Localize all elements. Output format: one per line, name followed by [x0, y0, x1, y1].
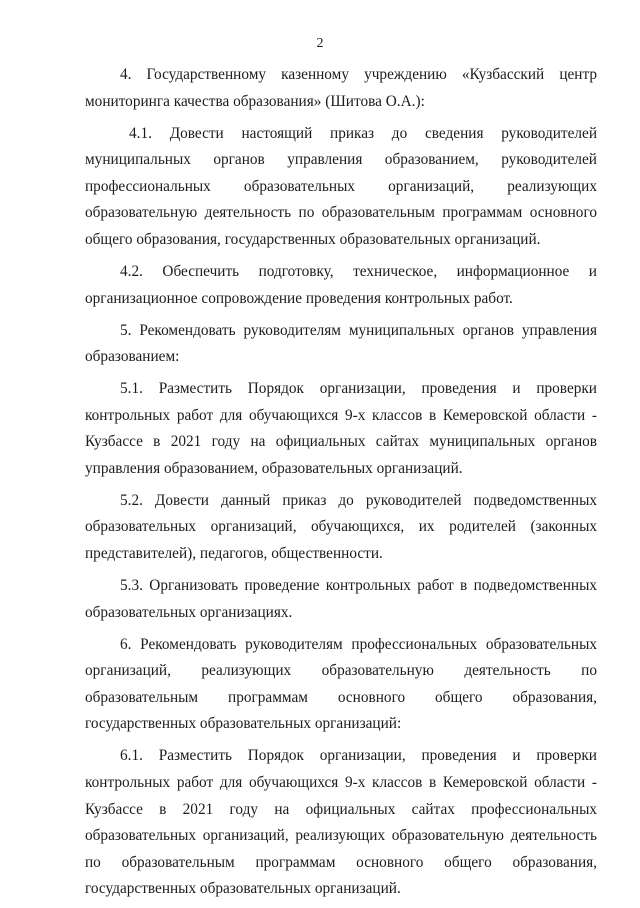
paragraph-item-5-2: 5.2. Довести данный приказ до руководителей подведомственных образовательных организаций, обучающихся, их родителей (законных представителей), педагогов, общественности. [85, 491, 597, 563]
paragraph-item-4-1: 4.1. Довести настоящий приказ до сведения руководителей муниципальных органов управления образованием, руководителей профессиональных образовательных организаций, реализующих образовательную деятельность по образовательным программам основного общего образования, государственных образовательных организаций. [85, 124, 597, 248]
paragraph-item-5-3: 5.3. Организовать проведение контрольных работ в подведомственных образовательных организациях. [85, 577, 597, 621]
paragraph-item-6-1: 6.1. Разместить Порядок организации, проведения и проверки контрольных работ для обучающихся 9-х классов в Кемеровской области - Кузбассе в 2021 году на официальных сайтах профессиональных образовательных организаций, реализующих образовательную деятельность по образовательным программам основного общего образования, государственных образовательных организаций. [85, 747, 597, 898]
paragraph-item-4: 4. Государственному казенному учреждению «Кузбасский центр мониторинга качества образования» (Шитова О.А.): [85, 66, 597, 110]
paragraph-item-4-2: 4.2. Обеспечить подготовку, техническое, информационное и организационное сопровождение проведения контрольных работ. [85, 262, 597, 307]
document-body [85, 62, 597, 908]
paragraph-item-5: 5. Рекомендовать руководителям муниципальных органов управления образованием: [85, 321, 597, 366]
page-number: 2 [316, 36, 324, 51]
paragraph-item-5-1: 5.1. Разместить Порядок организации, проведения и проверки контрольных работ для обучающихся 9-х классов в Кемеровской области - Кузбассе в 2021 году на официальных сайтах муниципальных органов управления образованием, образовательных организаций. [85, 380, 597, 477]
paragraph-item-6: 6. Рекомендовать руководителям профессиональных образовательных организаций, реализующих образовательную деятельность по образовательным программам основного общего образования, государственных образовательных организаций: [85, 635, 597, 733]
